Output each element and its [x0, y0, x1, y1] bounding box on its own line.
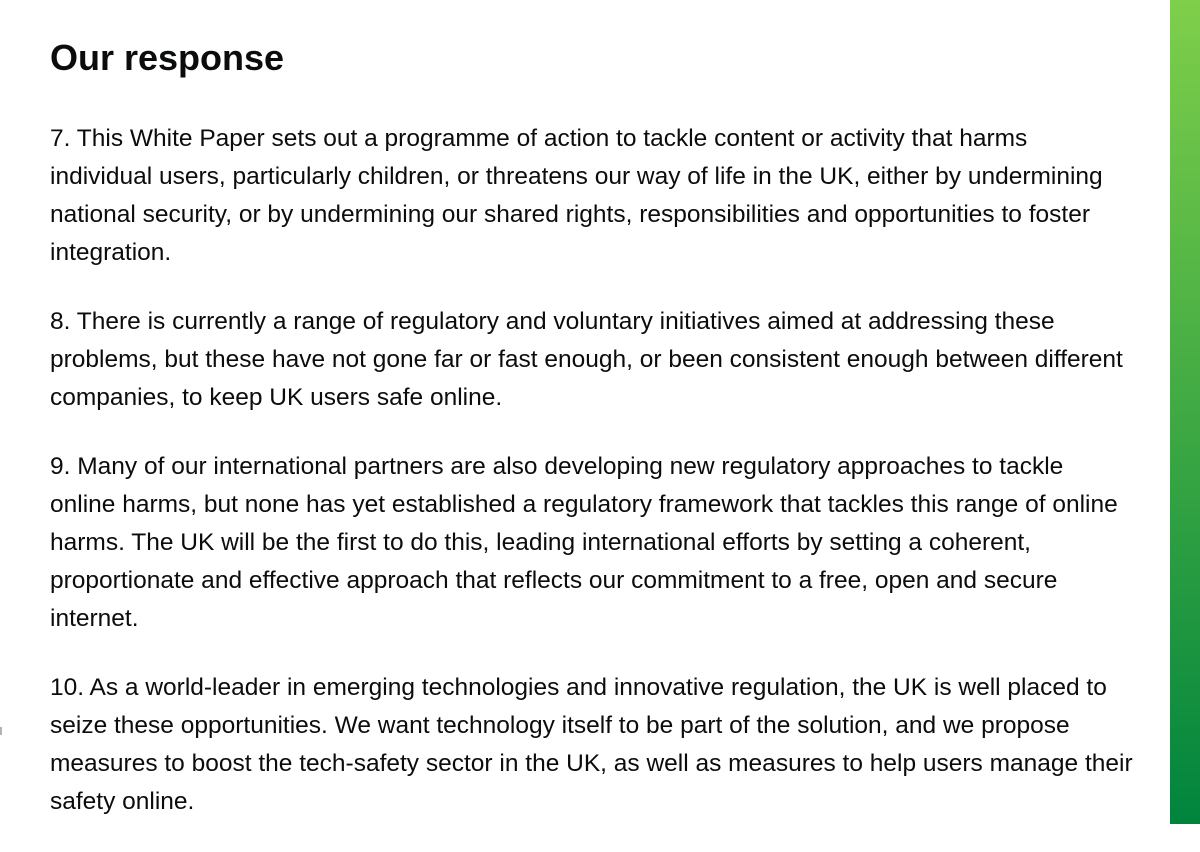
brand-accent-bar — [1170, 0, 1200, 824]
paragraph-10: 10. As a world-leader in emerging technologies and innovative regulation, the UK is well placed to seize these opportunities. We want technology itself to be part of the solution, and we propose measures to boost the tech-safety sector in the UK, as well as measures to help users manage their safety online. — [50, 674, 1133, 815]
paragraph-9: 9. Many of our international partners are also developing new regulatory approaches to tackle online harms, but none has yet established a regulatory framework that tackles this range of online harms. The UK will be the first to do this, leading international efforts by setting a coherent, proportionate and effective approach that reflects our commitment to a free, open and secure internet. — [50, 453, 1118, 632]
section-heading: Our response — [50, 37, 285, 78]
page-edge-mark — [0, 727, 2, 735]
paragraph-7: 7. This White Paper sets out a programme of action to tackle content or activity that harms individual users, particularly children, or threatens our way of life in the UK, either by undermining national security, or by undermining our shared rights, responsibilities and opportunities to foster integration. — [50, 125, 1103, 266]
paragraph-8: 8. There is currently a range of regulatory and voluntary initiatives aimed at addressing these problems, but these have not gone far or fast enough, or been consistent enough between different companies, to keep UK users safe online. — [50, 308, 1123, 411]
response-section — [50, 28, 1135, 852]
